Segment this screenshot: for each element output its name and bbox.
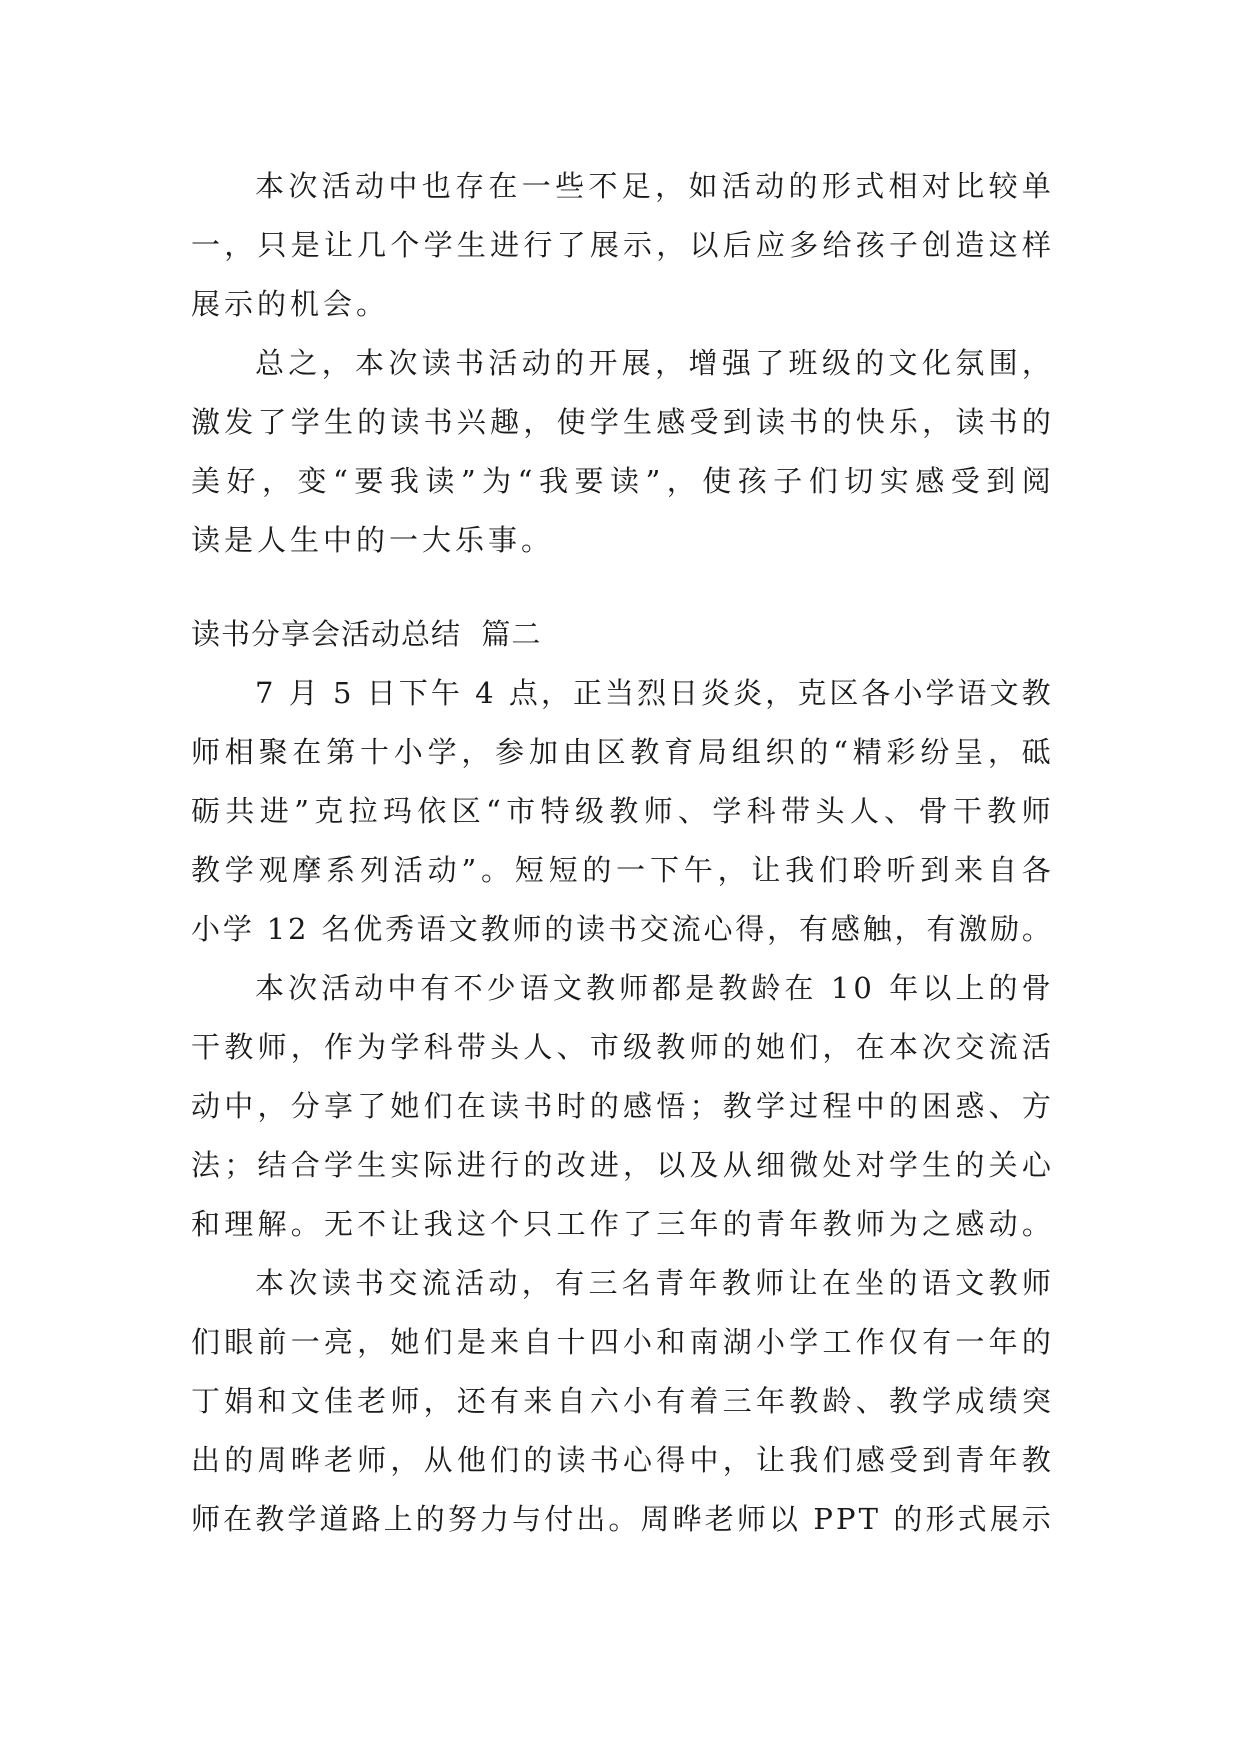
paragraph-line: 7 月 5 日 下 午 4 点 ， 正 当 烈 日 炎 炎 ， 克 区 各 小 学 语 文 教 [255,676,1051,710]
paragraph-line: 教 学 观 摩 系 列 活 动 ” 。 短 短 的 一 下 午 ， 让 我 们 聆 听 到 来 自 各 [191,853,1051,887]
paragraph-line: 师 相 聚 在 第 十 小 学 ， 参 加 由 区 教 育 局 组 织 的 “ 精 彩 纷 呈 ， 砥 [191,735,1051,769]
paragraph-line: 展示的机会。 [191,287,390,321]
paragraph-line: 读是人生中的一大乐事。 [191,523,555,557]
paragraph-line: 小 学 1 2 名 优 秀 语 文 教 师 的 读 书 交 流 心 得 ， 有 感 触 ， 有 激 励 。 [191,912,1051,946]
paragraph-line: 干 教 师 ， 作 为 学 科 带 头 人 、 市 级 教 师 的 她 们 ， 在 本 次 交 流 活 [191,1030,1051,1064]
paragraph-line: 们 眼 前 一 亮 ， 她 们 是 来 自 十 四 小 和 南 湖 小 学 工 作 仅 有 一 年 的 [191,1325,1051,1359]
paragraph-line: 丁 娟 和 文 佳 老 师 ， 还 有 来 自 六 小 有 着 三 年 教 龄 、 教 学 成 绩 突 [191,1384,1051,1418]
paragraph-line: 一 ， 只 是 让 几 个 学 生 进 行 了 展 示 ， 以 后 应 多 给 孩 子 创 造 这 样 [191,228,1051,262]
paragraph-line: 本 次 读 书 交 流 活 动 ， 有 三 名 青 年 教 师 让 在 坐 的 语 文 教 师 [255,1266,1051,1300]
paragraph-line: 本 次 活 动 中 有 不 少 语 文 教 师 都 是 教 龄 在 1 0 年 以 上 的 骨 [255,971,1051,1005]
paragraph-line: 砺 共 进 ” 克 拉 玛 依 区 “ 市 特 级 教 师 、 学 科 带 头 人 、 骨 干 教 师 [191,794,1051,828]
paragraph-line: 本 次 活 动 中 也 存 在 一 些 不 足 ， 如 活 动 的 形 式 相 对 比 较 单 [255,169,1051,203]
paragraph-line: 和 理 解 。 无 不 让 我 这 个 只 工 作 了 三 年 的 青 年 教 师 为 之 感 动 。 [191,1207,1051,1241]
section-heading: 读书分享会活动总结 篇二 [191,617,542,651]
paragraph-line: 出 的 周 晔 老 师 ， 从 他 们 的 读 书 心 得 中 ， 让 我 们 感 受 到 青 年 教 [191,1443,1051,1477]
paragraph-line: 美 好 ， 变 “ 要 我 读 ” 为 “ 我 要 读 ” ， 使 孩 子 们 切 实 感 受 到 阅 [191,464,1051,498]
paragraph-line: 总 之 ， 本 次 读 书 活 动 的 开 展 ， 增 强 了 班 级 的 文 化 氛 围 ， [255,346,1051,380]
paragraph-line: 法 ； 结 合 学 生 实 际 进 行 的 改 进 ， 以 及 从 细 微 处 对 学 生 的 关 心 [191,1148,1051,1182]
paragraph-line: 动 中 ， 分 享 了 她 们 在 读 书 时 的 感 悟 ； 教 学 过 程 中 的 困 惑 、 方 [191,1089,1051,1123]
paragraph-line: 师 在 教 学 道 路 上 的 努 力 与 付 出 。 周 晔 老 师 以 P P T 的 形 式 展 示 [191,1502,1051,1536]
paragraph-line: 激 发 了 学 生 的 读 书 兴 趣 ， 使 学 生 感 受 到 读 书 的 快 乐 ， 读 书 的 [191,405,1051,439]
